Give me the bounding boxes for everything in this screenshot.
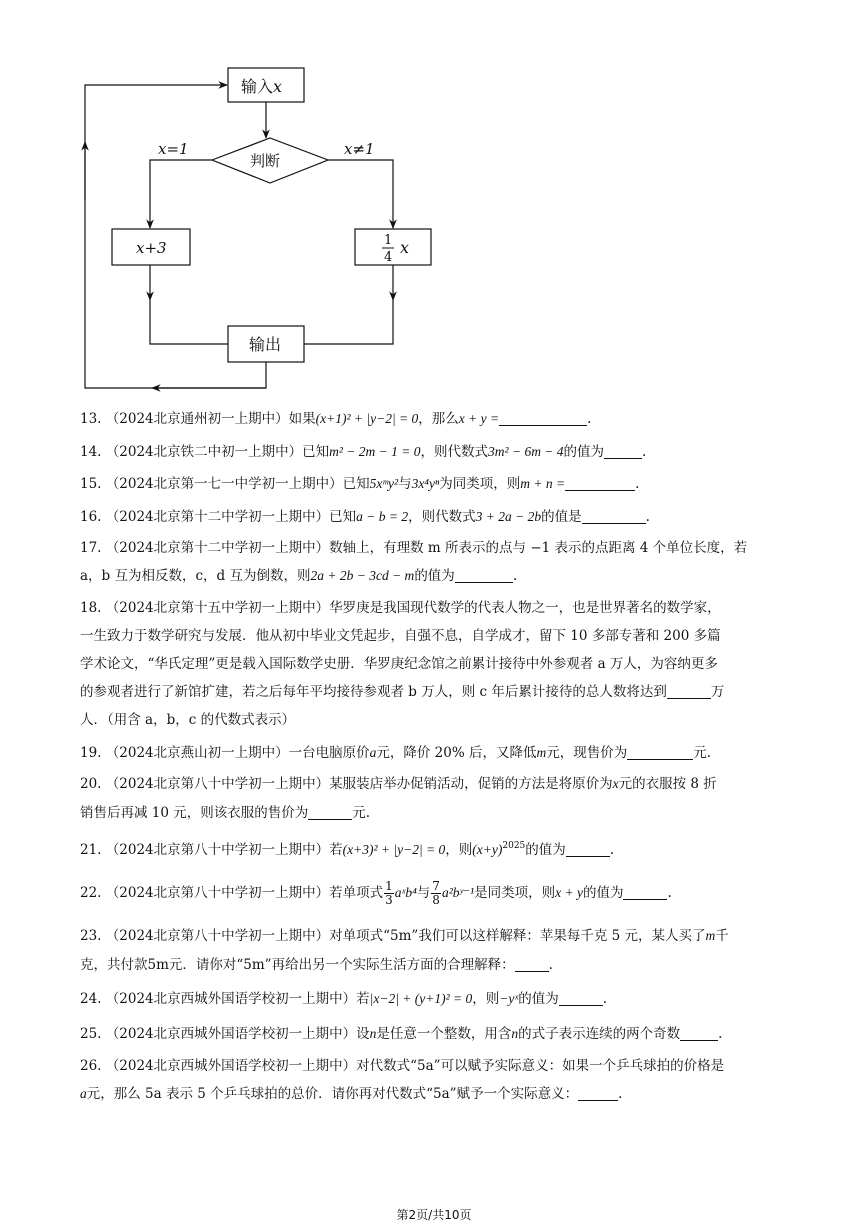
answer-blank[interactable] (455, 568, 513, 583)
question-20-cont: 销售后再减 10 元，则该衣服的售价为 元. (80, 805, 371, 821)
question-25: 25. （2024北京西城外国语学校初一上期中）设n是任意一个整数，用含n的式子表示连续的两个奇数 . (80, 1026, 723, 1042)
answer-blank[interactable] (578, 1086, 618, 1101)
flowchart (0, 0, 868, 400)
fraction-seven-eighths: $\frac{7}{8}$ (432, 879, 440, 907)
answer-blank[interactable] (308, 805, 352, 820)
output-label: 输出 (249, 335, 282, 354)
question-18-line3: 学术论文，“华氏定理”更是载入国际数学史册．华罗庚纪念馆之前累计接待中外参观者 a 万人，为容纳更多 (80, 656, 718, 672)
right-box-denominator: 4 (384, 250, 393, 265)
input-label: 输入x (241, 77, 283, 96)
question-26-cont: a元，那么 5a 表示 5 个乒乓球拍的总价．请你再对代数式“5a”赋予一个实际意义： . (80, 1086, 623, 1102)
answer-blank[interactable] (565, 476, 635, 491)
right-box (355, 229, 431, 265)
question-14: 14. （2024北京铁二中初一上期中）已知m² − 2m − 1 = 0，则代数式3m² − 6m − 4的值为 . (80, 444, 647, 460)
answer-blank[interactable] (515, 957, 549, 972)
answer-blank[interactable] (627, 745, 693, 760)
question-18: 18. （2024北京第十五中学初一上期中）华罗庚是我国现代数学的代表人物之一，也是世界著名的数学家， (80, 600, 721, 616)
answer-blank[interactable] (667, 684, 711, 699)
answer-blank[interactable] (582, 509, 646, 524)
question-23: 23. （2024北京第八十中学初一上期中）对单项式“5m”我们可以这样解释：苹果每千克 5 元，某人买了m千 (80, 928, 729, 944)
question-23-cont: 克，共付款5m元．请你对“5m”再给出另一个实际生活方面的合理解释： . (80, 957, 553, 973)
question-20: 20. （2024北京第八十中学初一上期中）某服装店举办促销活动，促销的方法是将原价为x元的衣服按 8 折 (80, 776, 717, 792)
question-24: 24. （2024北京西城外国语学校初一上期中）若|x−2| + (y+1)² = 0，则−yˣ的值为 . (80, 991, 607, 1007)
right-box-numerator: 1 (384, 233, 393, 248)
branch-left-label: x=1 (158, 140, 189, 158)
decision-label: 判断 (250, 152, 281, 170)
answer-blank[interactable] (623, 885, 667, 900)
question-17: 17. （2024北京第十二中学初一上期中）数轴上，有理数 m 所表示的点与 −1 表示的点距离 4 个单位长度，若 (80, 540, 748, 556)
question-13: 13. （2024北京通州初一上期中）如果(x+1)² + |y−2| = 0，那么x + y = . (80, 411, 592, 427)
question-18-line4: 的参观者进行了新馆扩建，若之后每年平均接待参观者 b 万人，则 c 年后累计接待的总人数将达到 万 (80, 684, 725, 700)
answer-blank[interactable] (499, 411, 587, 426)
question-18-line2: 一生致力于数学研究与发展．他从初中毕业文凭起步，自强不息，自学成才，留下 10 多部专著和 200 多篇 (80, 628, 721, 644)
answer-blank[interactable] (680, 1026, 718, 1041)
right-box-var: x (400, 238, 410, 257)
branch-right-label: x≠1 (344, 140, 375, 158)
left-box-label: x+3 (136, 239, 167, 257)
answer-blank[interactable] (559, 991, 603, 1006)
question-21: 21. （2024北京第八十中学初一上期中）若(x+3)² + |y−2| = 0，则$(x+y)^{2025}$的值为 . (80, 841, 615, 858)
fraction-one-third: $\frac{1}{3}$ (385, 879, 393, 907)
question-26: 26. （2024北京西城外国语学校初一上期中）对代数式“5a”可以赋予实际意义：如果一个乒乓球拍的价格是 (80, 1058, 725, 1074)
page-footer: 第2页/共10页 (396, 1208, 472, 1222)
answer-blank[interactable] (566, 842, 610, 857)
question-16: 16. （2024北京第十二中学初一上期中）已知a − b = 2，则代数式3 + 2a − 2b的值是 . (80, 509, 650, 525)
question-17-cont: a，b 互为相反数，c，d 互为倒数，则2a + 2b − 3cd − m的值为 . (80, 568, 518, 584)
question-15: 15. （2024北京第一七一中学初一上期中）已知5xᵐy²与3x⁴yⁿ为同类项，则m + n = . (80, 476, 640, 492)
answer-blank[interactable] (604, 444, 642, 459)
question-18-line5: 人．（用含 a，b，c 的代数式表示） (80, 712, 296, 728)
question-19: 19. （2024北京燕山初一上期中）一台电脑原价a元，降价 20% 后，又降低m元，现售价为 元. (80, 745, 712, 761)
question-22: 22. （2024北京第八十中学初一上期中）若单项式 $\frac{1}{3}$ aˣb⁴与 $\frac{7}{8}$ a²bʸ⁻¹是同类项，则x + y的值为 . (80, 879, 672, 907)
